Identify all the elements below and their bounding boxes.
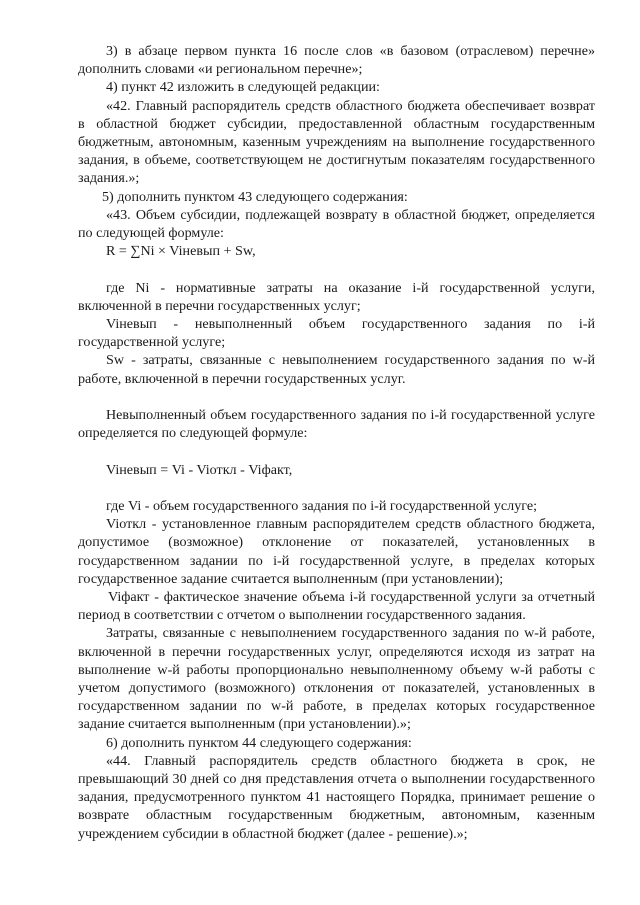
blank-line: [78, 388, 595, 406]
formula-subsidy-return: R = ∑Ni × Viневып + Sw,: [106, 243, 256, 260]
paragraph-point-44: «44. Главный распорядитель средств областного бюджета в срок, не превышающий 30 дней со дня представления отчета о выполнении государственного задания, предусмотренного пунктом 41 настоящего Порядка, принимает решение о возврате областным государственным бюджетным, автономным, казенным учреждением субсидии в областной бюджет (далее - решение).»;: [78, 752, 595, 842]
paragraph-definition-vi: где Vi - объем государственного задания по i-й государственной услуге;: [106, 498, 538, 515]
document-body: [78, 42, 595, 843]
blank-line: [78, 442, 595, 460]
paragraph-definition-vi-fakt: Viфакт - фактическое значение объема i-й государственной услуги за отчетный период в соответствии с отчетом о выполнении государственного задания.: [78, 589, 595, 624]
paragraph-point-42: «42. Главный распорядитель средств областного бюджета обеспечивает возврат в областной бюджет субсидии, предоставленной областным государственным бюджетным, автономным, казенным учреждениям на выполнение государственного задания, в объеме, соответствующем не достигнутым показателям государственного задания.»;: [78, 97, 595, 187]
formula-unfulfilled-volume: Viневып = Vi - Viоткл - Viфакт,: [106, 461, 293, 478]
paragraph-item-3: 3) в абзаце первом пункта 16 после слов «в базовом (отраслевом) перечне» дополнить словами «и региональном перечне»;: [78, 43, 595, 78]
paragraph-definition-vi-nevyp: Viневып - невыполненный объем государственного задания по i-й государственной услуге;: [78, 316, 595, 351]
paragraph-point-43: «43. Объем субсидии, подлежащей возврату в областной бюджет, определяется по следующей формуле:: [78, 206, 595, 242]
paragraph-item-4: 4) пункт 42 изложить в следующей редакции:: [106, 79, 380, 96]
paragraph-item-6: 6) дополнить пунктом 44 следующего содержания:: [106, 734, 412, 751]
paragraph-definition-vi-otkl: Viоткл - установленное главным распорядителем средств областного бюджета, допустимое (возможное) отклонение от показателей, установленных в государственном задании по i-й государственной услуге, в пределах которых государственное задание считается выполненным (при установлении);: [78, 516, 595, 587]
blank-line: [78, 479, 595, 497]
paragraph-definition-sw: Sw - затраты, связанные с невыполнением государственного задания по w-й работе, включенной в перечни государственных услуг.: [78, 352, 595, 387]
paragraph-work-costs: Затраты, связанные с невыполнением государственного задания по w-й работе, включенной в перечни государственных услуг, определяются исходя из затрат на выполнение w-й работы пропорционально невыполненному объему w-й работы с учетом допустимого (возможного) отклонения от показателей, установленных в государственном задании по w-й работе, в пределах которых государственное задание считается выполненным (при установлении).»;: [78, 625, 595, 733]
paragraph-item-5: 5) дополнить пунктом 43 следующего содержания:: [102, 188, 408, 205]
blank-line: [78, 260, 595, 278]
paragraph-definition-ni: где Ni - нормативные затраты на оказание i-й государственной услуги, включенной в перечни государственных услуг;: [78, 279, 595, 314]
paragraph-unfulfilled-volume: Невыполненный объем государственного задания по i-й государственной услуге определяется по следующей формуле:: [78, 407, 595, 442]
